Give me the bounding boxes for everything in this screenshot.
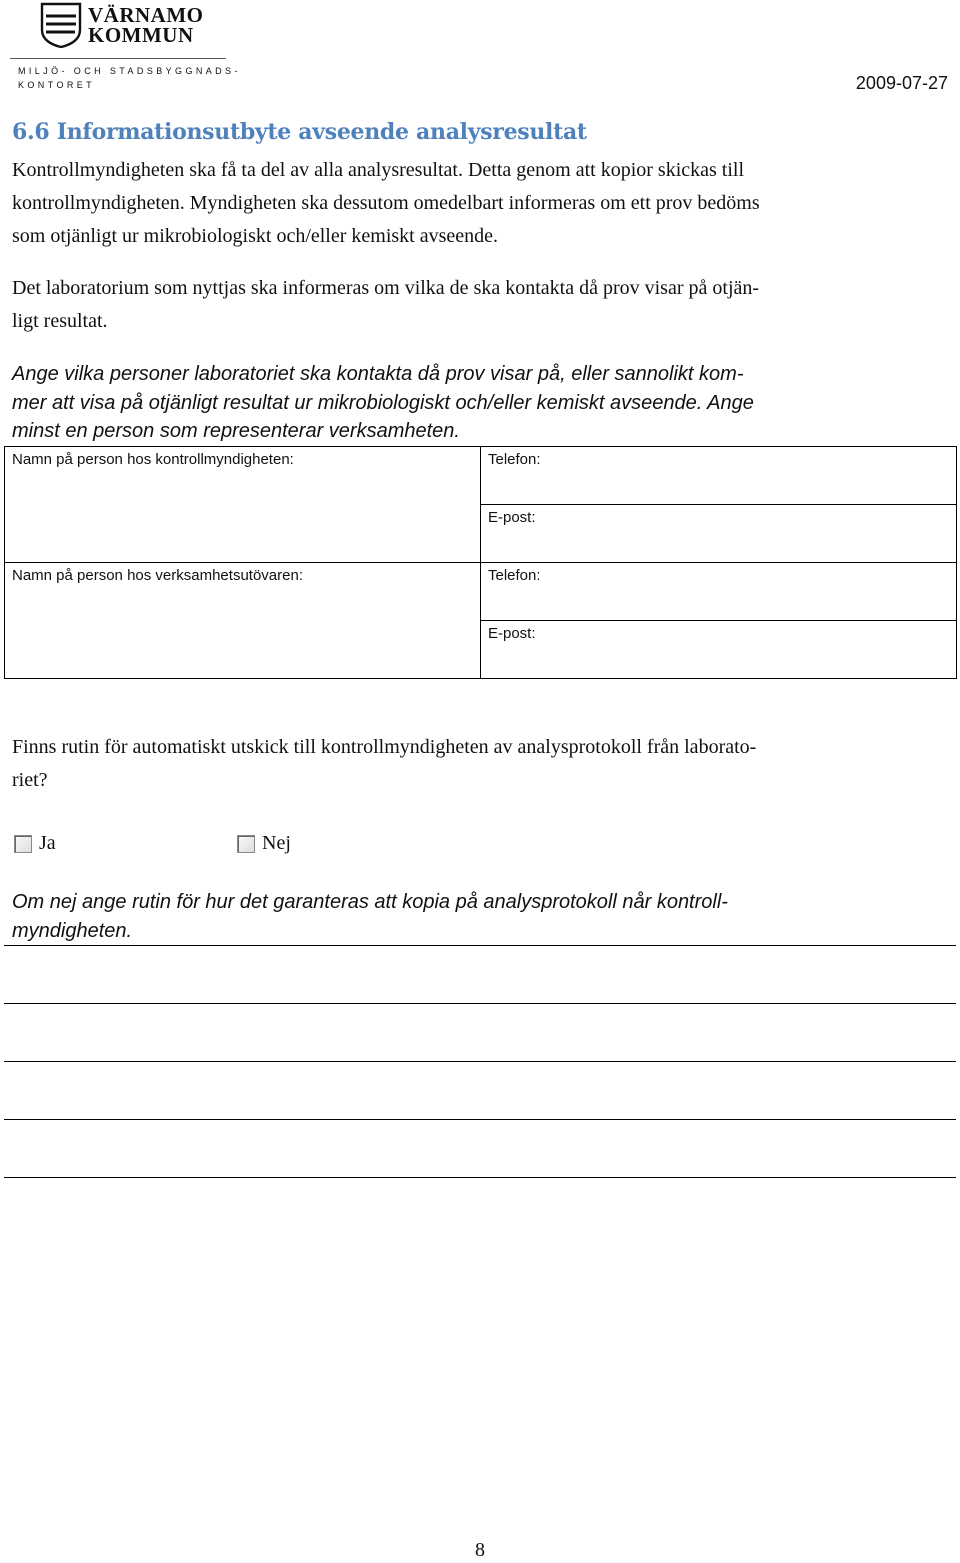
- instruction-line: mer att visa på otjänligt resultat ur mikrobiologiskt och/eller kemiskt avseende. Ange: [12, 392, 754, 414]
- operator-name-label: Namn på person hos verksamhetsutövaren:: [12, 567, 303, 584]
- instruction-line: Ange vilka personer laboratoriet ska kontakta då prov visar på, eller sannolikt kom-: [12, 363, 744, 385]
- answer-line[interactable]: [4, 1177, 956, 1178]
- header-divider: [10, 58, 226, 59]
- municipality-crest-icon: [40, 2, 82, 48]
- instruction-line: minst en person som representerar verksamheten.: [12, 420, 460, 442]
- phone-label: Telefon:: [488, 567, 541, 584]
- option-no[interactable]: [237, 832, 291, 855]
- paragraph-line: Kontrollmyndigheten ska få ta del av alla analysresultat. Detta genom att kopior skickas till: [12, 159, 745, 181]
- instruction-text: [12, 360, 948, 444]
- question-line: riet?: [12, 769, 48, 791]
- paragraph-line: kontrollmyndigheten. Myndigheten ska dessutom omedelbart informeras om ett prov bedöms: [12, 192, 760, 214]
- paragraph-laboratory-contacts: [12, 272, 942, 338]
- option-yes[interactable]: [14, 832, 56, 855]
- authority-name-field[interactable]: [5, 447, 481, 563]
- phone-label: Telefon:: [488, 451, 541, 468]
- followup-line: Om nej ange rutin för hur det garanteras att kopia på analysprotokoll når kontroll-: [12, 891, 728, 913]
- table-row: [5, 563, 957, 621]
- email-label: E-post:: [488, 625, 536, 642]
- page-number: 8: [475, 1539, 485, 1561]
- department-line2: KONTORET: [18, 80, 96, 90]
- answer-line[interactable]: [4, 1003, 956, 1004]
- logo-name-line2: KOMMUN: [88, 23, 194, 47]
- option-no-label: Nej: [262, 832, 291, 854]
- followup-instruction: [12, 888, 948, 946]
- checkbox-no[interactable]: [237, 835, 255, 853]
- followup-line: myndigheten.: [12, 920, 133, 942]
- operator-name-field[interactable]: [5, 563, 481, 679]
- authority-phone-field[interactable]: [481, 447, 957, 505]
- contact-table: [4, 446, 957, 679]
- paragraph-line: som otjänligt ur mikrobiologiskt och/eller kemiskt avseende.: [12, 225, 499, 247]
- paragraph-line: Det laboratorium som nyttjas ska informeras om vilka de ska kontakta då prov visar på otjän-: [12, 277, 760, 299]
- operator-phone-field[interactable]: [481, 563, 957, 621]
- answer-line[interactable]: [4, 1061, 956, 1062]
- email-label: E-post:: [488, 509, 536, 526]
- checkbox-yes[interactable]: [14, 835, 32, 853]
- authority-email-field[interactable]: [481, 505, 957, 563]
- table-row: [5, 447, 957, 505]
- answer-line[interactable]: [4, 1119, 956, 1120]
- department-line1: MILJÖ- OCH STADSBYGGNADS-: [18, 66, 241, 76]
- question-line: Finns rutin för automatiskt utskick till kontrollmyndigheten av analysprotokoll från laborato-: [12, 736, 757, 758]
- section-heading: 6.6 Informationsutbyte avseende analysresultat: [12, 119, 587, 145]
- logo-name-line1: VÄRNAMO: [88, 3, 204, 27]
- operator-email-field[interactable]: [481, 621, 957, 679]
- option-yes-label: Ja: [39, 832, 56, 854]
- paragraph-analysis-copies: [12, 154, 942, 253]
- automatic-dispatch-question: [12, 731, 942, 797]
- paragraph-line: ligt resultat.: [12, 310, 108, 332]
- document-date: 2009-07-27: [855, 73, 948, 93]
- authority-name-label: Namn på person hos kontrollmyndigheten:: [12, 451, 294, 468]
- answer-line[interactable]: [4, 945, 956, 946]
